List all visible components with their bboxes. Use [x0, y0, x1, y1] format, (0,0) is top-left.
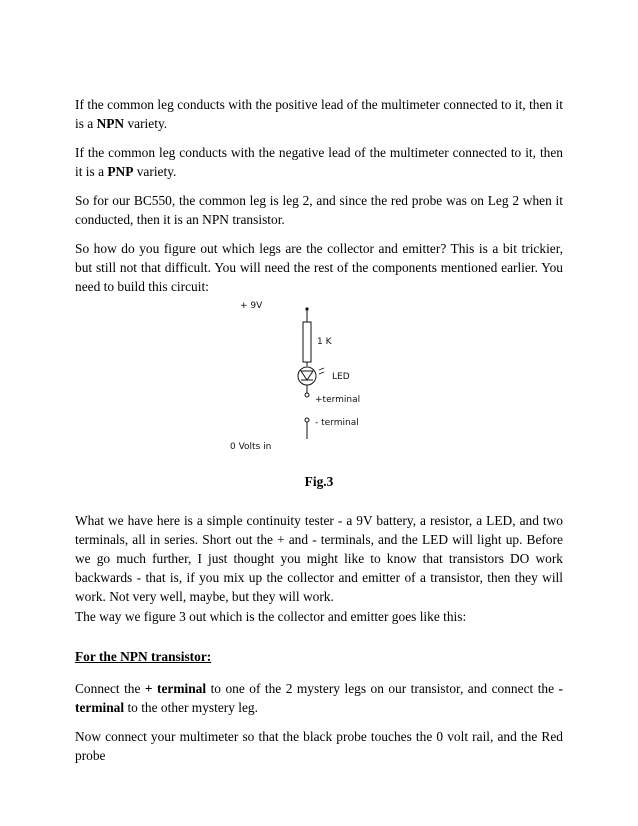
paragraph-bc550: So for our BC550, the common leg is leg 2, and since the red probe was on Leg 2 when it conducted, then it is an NPN transistor. [75, 193, 563, 227]
minus-terminal-node [305, 418, 309, 422]
paragraph-npn [75, 95, 563, 133]
label-zero-volts: 0 Volts in [230, 442, 272, 452]
plus-terminal-bold: + terminal [144, 681, 207, 696]
resistor-symbol [303, 322, 311, 362]
minus-terminal-bold: - terminal [75, 681, 563, 715]
led-symbol [298, 367, 316, 385]
light-ray-icon [319, 368, 324, 370]
paragraph-collector-emitter-question: So how do you figure out which legs are the collector and emitter? This is a bit trickier, but still not that difficult. You will need the rest of the components mentioned earlier. You need to build this circuit: [75, 241, 563, 294]
paragraph-pnp [75, 143, 563, 181]
text-span: If the common leg conducts with the positive lead of the multimeter connected to it, then it is a [75, 97, 563, 131]
text-span: variety. [124, 116, 168, 131]
npn-bold-term: NPN [96, 116, 125, 131]
paragraph-continuity-tester: What we have here is a simple continuity tester - a 9V battery, a resistor, a LED, and two terminals, all in series. Short out the + and - terminals, and the LED will light up. Before we go much further, I just thought you might like to know that transistors DO work backwards - that is, if you mix up the collector and emitter of a transistor, then they will work. Not very well, maybe, but they will work. [75, 513, 563, 604]
paragraph-connect-terminals [75, 679, 563, 717]
label-led: LED [332, 372, 350, 382]
section-heading: For the NPN transistor: [75, 649, 212, 664]
plus-terminal-node [305, 393, 309, 397]
figure-caption: Fig.3 [304, 474, 334, 489]
label-minus-terminal: - terminal [315, 418, 359, 428]
text-span: If the common leg conducts with the negative lead of the multimeter connected to it, then it is a [75, 145, 563, 179]
text-span: to one of the 2 mystery legs on our transistor, and connect the [206, 681, 559, 696]
text-span: variety. [133, 164, 177, 179]
text-span: to the other mystery leg. [124, 700, 258, 715]
label-plus-9v: + 9V [240, 301, 263, 311]
text-span: Connect the [75, 681, 145, 696]
label-resistor: 1 K [317, 337, 332, 347]
pnp-bold-term: PNP [107, 164, 134, 179]
label-plus-terminal: +terminal [315, 395, 361, 405]
paragraph-multimeter: Now connect your multimeter so that the black probe touches the 0 volt rail, and the Red probe [75, 729, 563, 763]
paragraph-figure-method: The way we figure 3 out which is the collector and emitter goes like this: [75, 609, 467, 624]
continuity-tester-circuit-diagram [220, 296, 400, 461]
led-triangle [301, 371, 313, 380]
light-ray-icon [319, 372, 324, 374]
